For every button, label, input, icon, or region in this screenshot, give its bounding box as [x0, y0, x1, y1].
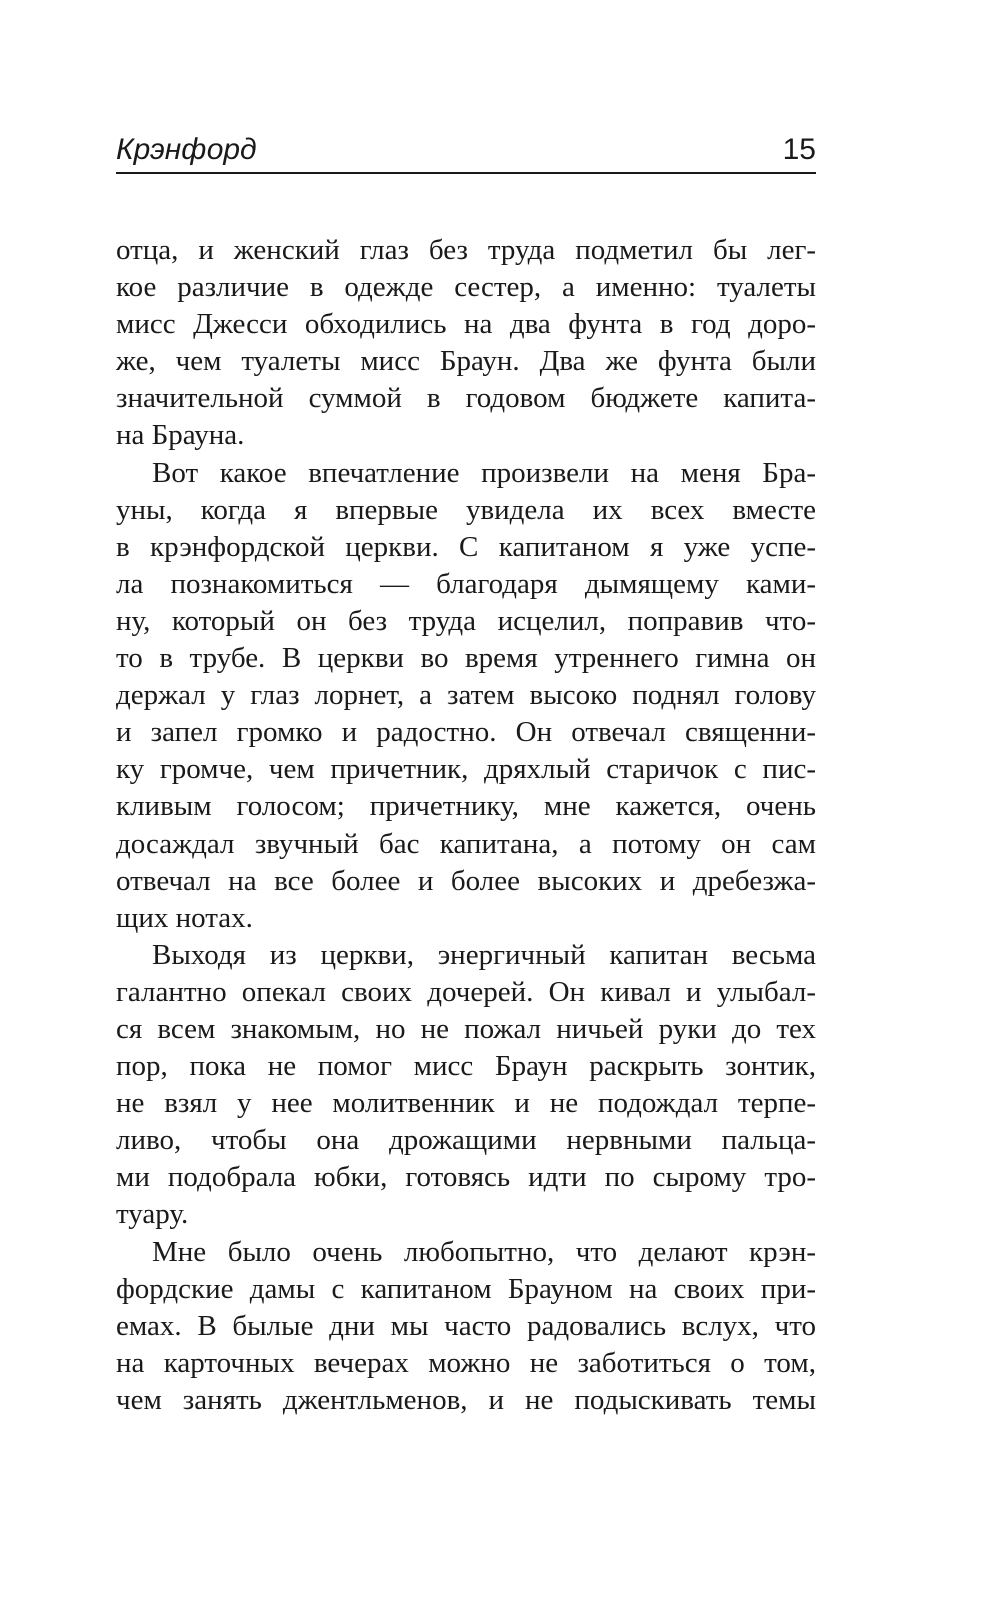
text-line: щих нотах.: [116, 901, 253, 934]
text-line: не взял у нее молитвенник и не подождал терпе-: [116, 1087, 816, 1120]
text-line: ми подобрала юбки, готовясь идти по сырому тро-: [116, 1161, 816, 1194]
running-title: Крэнфорд: [116, 133, 257, 166]
running-head: [116, 126, 816, 174]
text-line: ливо, чтобы она дрожащими нервными пальца-: [116, 1124, 816, 1157]
text-line: в крэнфордской церкви. С капитаном я уже успе-: [116, 530, 816, 563]
text-line: и запел громко и радостно. Он отвечал священни-: [116, 716, 816, 749]
paragraph: [116, 1234, 816, 1419]
text-line: кое различие в одежде сестер, а именно: туалеты: [116, 271, 816, 304]
text-line: отца, и женский глаз без труда подметил бы лег-: [116, 234, 816, 266]
paragraph: [116, 232, 816, 455]
text-line: туару.: [116, 1198, 189, 1231]
text-line: фордские дамы с капитаном Брауном на своих при-: [116, 1272, 816, 1305]
text-line: Выходя из церкви, энергичный капитан весьма: [152, 938, 816, 971]
text-line: чем занять джентльменов, и не подыскивать темы: [116, 1383, 816, 1416]
text-line: Вот какое впечатление произвели на меня Бра-: [152, 456, 816, 489]
text-line: уны, когда я впервые увидела их всех вместе: [116, 493, 816, 526]
text-line: ку громче, чем причетник, дряхлый старичок с пис-: [116, 753, 816, 786]
page-number: 15: [782, 133, 816, 166]
text-line: мисс Джесси обходились на два фунта в год доро-: [116, 308, 816, 341]
text-line: пор, пока не помог мисс Браун раскрыть зонтик,: [116, 1050, 816, 1083]
text-line: ла познакомиться — благодаря дымящему ками-: [116, 567, 816, 600]
text-line: на карточных вечерах можно не заботиться о том,: [116, 1346, 816, 1379]
text-line: Мне было очень любопытно, что делают крэн-: [152, 1235, 816, 1268]
text-line: ну, который он без труда исцелил, поправив что-: [116, 604, 816, 637]
paragraph: [116, 937, 816, 1234]
text-line: значительной суммой в годовом бюджете капита-: [116, 382, 816, 415]
text-line: отвечал на все более и более высоких и дребезжа-: [116, 864, 816, 897]
paragraph: [116, 455, 816, 937]
text-line: на Брауна.: [116, 419, 245, 452]
text-line: емах. В былые дни мы часто радовались вслух, что: [116, 1309, 816, 1342]
text-line: ся всем знакомым, но не пожал ничьей руки до тех: [116, 1012, 816, 1045]
book-page: [116, 126, 816, 1419]
text-line: досаждал звучный бас капитана, а потому он сам: [116, 827, 816, 860]
body-text: [116, 232, 816, 1419]
text-line: держал у глаз лорнет, а затем высоко поднял голову: [116, 679, 816, 712]
text-line: то в трубе. В церкви во время утреннего гимна он: [116, 642, 816, 675]
text-line: галантно опекал своих дочерей. Он кивал и улыбал-: [116, 975, 816, 1008]
text-line: кливым голосом; причетнику, мне кажется, очень: [116, 790, 816, 823]
text-line: же, чем туалеты мисс Браун. Два же фунта были: [116, 345, 816, 378]
